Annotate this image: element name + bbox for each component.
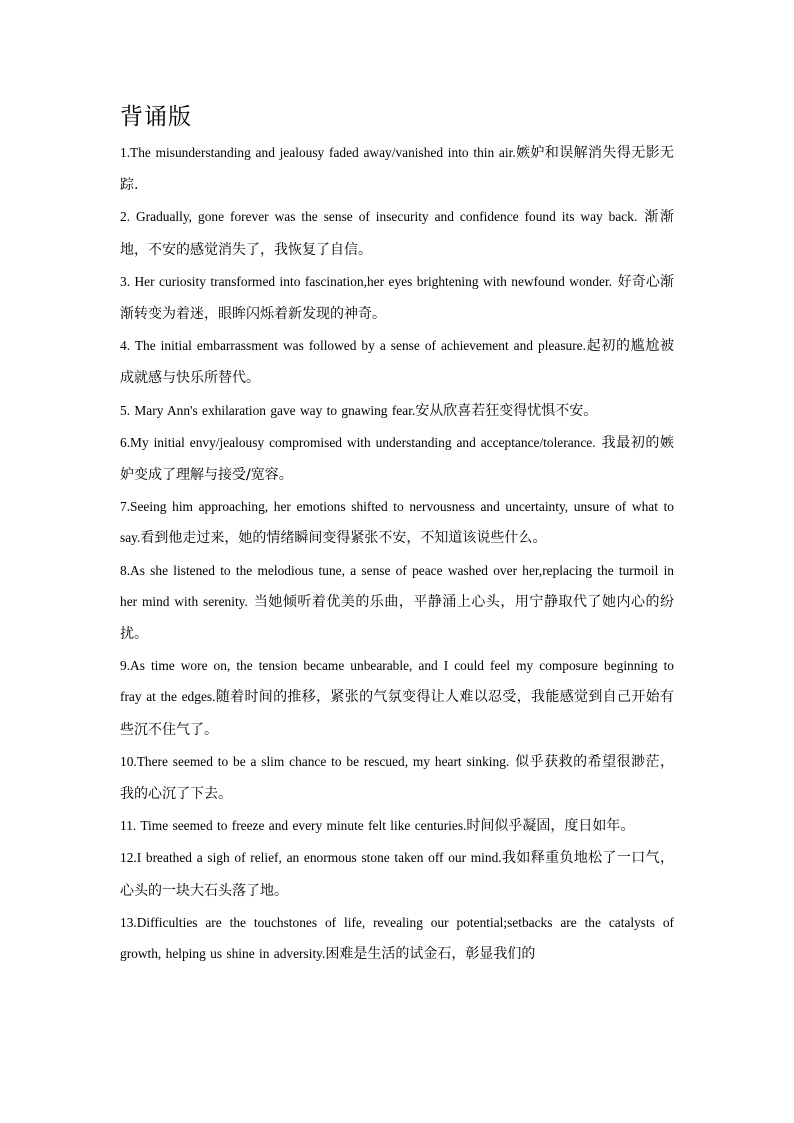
sentence-item bbox=[120, 907, 674, 970]
sentence-chinese: 似乎获救的希望很渺茫，我的心沉了下去。 bbox=[120, 753, 674, 803]
sentence-english: 8.As she listened to the melodious tune, a sense of peace washed over her,replacing the turmoil in her mind with serenity. bbox=[120, 562, 674, 609]
sentence-english: 13.Difficulties are the touchstones of life, revealing our potential;setbacks are the catalysts of growth, helping us shine in adversity. bbox=[120, 914, 674, 962]
sentence-english: 10.There seemed to be a slim chance to be rescued, my heart sinking. bbox=[120, 753, 510, 769]
sentence-english: 9.As time wore on, the tension became unbearable, and I could feel my composure beginning to fray at the edges. bbox=[120, 658, 674, 705]
sentence-item bbox=[120, 842, 674, 906]
document-content bbox=[120, 98, 674, 970]
sentence-english: 5. Mary Ann's exhilaration gave way to gnawing fear. bbox=[120, 402, 416, 418]
sentence-chinese: 我如释重负地松了一口气，心头的一块大石头落了地。 bbox=[120, 850, 674, 899]
sentence-chinese: 好奇心渐渐转变为着迷，眼眸闪烁着新发现的神奇。 bbox=[120, 273, 675, 323]
sentence-item bbox=[120, 491, 674, 554]
sentence-english: 1.The misunderstanding and jealousy faded away/vanished into thin air. bbox=[120, 145, 516, 160]
sentence-chinese: 起初的尴尬被成就感与快乐所替代。 bbox=[120, 338, 674, 387]
sentence-item bbox=[120, 201, 674, 265]
sentence-english: 11. Time seemed to freeze and every minute felt like centuries. bbox=[120, 818, 467, 834]
sentence-english: 12.I breathed a sigh of relief, an enormous stone taken off our mind. bbox=[120, 850, 502, 866]
sentence-item bbox=[120, 650, 674, 746]
page-title: 背诵版 bbox=[120, 104, 192, 130]
sentence-chinese: 看到他走过来，她的情绪瞬间变得紧张不安，不知道该说些什么。 bbox=[140, 530, 547, 547]
sentence-chinese: 渐渐地，不安的感觉消失了，我恢复了自信。 bbox=[120, 209, 674, 258]
sentence-chinese: 困难是生活的试金石，彰显我们的 bbox=[325, 946, 536, 963]
sentence-english: 2. Gradually, gone forever was the sense of insecurity and confidence found its way back. bbox=[120, 209, 638, 225]
sentence-chinese: 当她倾听着优美的乐曲，平静涌上心头，用宁静取代了她内心的纷扰。 bbox=[120, 593, 674, 643]
sentence-item bbox=[120, 746, 674, 810]
sentence-english: 4. The initial embarrassment was followed by a sense of achievement and pleasure. bbox=[120, 338, 586, 354]
sentence-chinese: 我最初的嫉妒变成了理解与接受/宽容。 bbox=[120, 434, 675, 484]
sentence-chinese: 安从欣喜若狂变得忧惧不安。 bbox=[415, 402, 598, 419]
sentence-chinese: 时间似乎凝固，度日如年。 bbox=[466, 818, 635, 835]
sentence-english: 3. Her curiosity transformed into fascination,her eyes brightening with newfound wonder. bbox=[120, 273, 613, 289]
sentence-item bbox=[120, 555, 674, 651]
sentence-chinese: 嫉妒和误解消失得无影无踪. bbox=[120, 145, 674, 194]
sentence-chinese: 随着时间的推移，紧张的气氛变得让人难以忍受，我能感觉到自己开始有些沉不住气了。 bbox=[120, 689, 674, 738]
sentence-item bbox=[120, 810, 674, 842]
sentence-item bbox=[120, 330, 674, 394]
sentence-item bbox=[120, 266, 674, 330]
sentence-english: 7.Seeing him approaching, her emotions shifted to nervousness and uncertainty, unsure of what to say. bbox=[120, 499, 674, 546]
sentence-item bbox=[120, 137, 674, 201]
sentence-item bbox=[120, 395, 674, 427]
sentence-item bbox=[120, 427, 674, 491]
sentence-english: 6.My initial envy/jealousy compromised with understanding and acceptance/tolerance. bbox=[120, 434, 596, 450]
